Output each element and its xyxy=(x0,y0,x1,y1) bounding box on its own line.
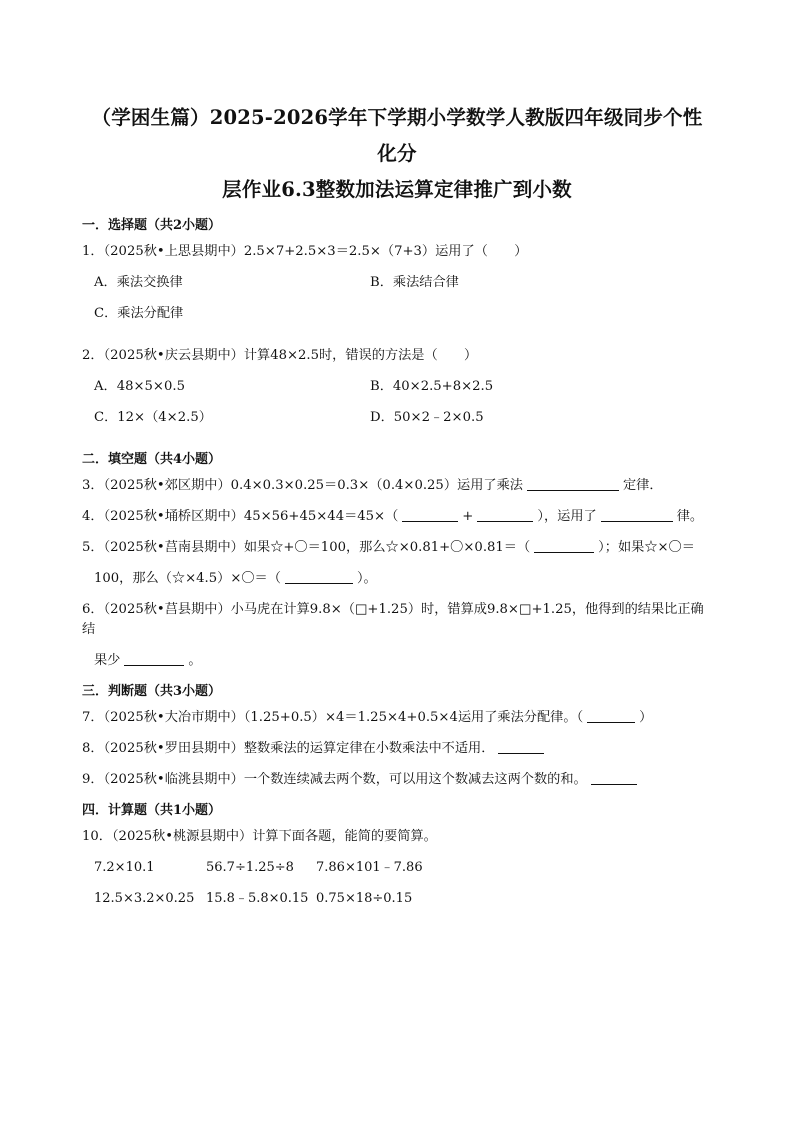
option-b: B．乘法结合律 xyxy=(370,275,459,290)
option-c: C．乘法分配律 xyxy=(94,306,184,321)
title-line-2: 层作业6.3整数加法运算定律推广到小数 xyxy=(222,178,572,201)
calc-problem: 15.8﹣5.8×0.15 xyxy=(206,891,309,906)
question-9-text: 9．（2025秋•临洮县期中）一个数连续减去两个数，可以用这个数减去这两个数的和。 xyxy=(82,772,587,787)
answer-blank[interactable] xyxy=(124,651,184,666)
calc-problem: 7.86×101﹣7.86 xyxy=(316,860,423,875)
question-7-text: 7．（2025秋•大冶市期中）（1.25+0.5）×4＝1.25×4+0.5×4运用了乘法分配律。（ xyxy=(82,710,584,725)
question-9 xyxy=(82,770,712,790)
question-4-text: 4．（2025秋•埇桥区期中）45×56+45×44＝45×（ xyxy=(82,509,399,524)
section-heading-choice: 一．选择题（共2小题） xyxy=(82,218,222,233)
answer-blank[interactable] xyxy=(402,507,458,522)
option-c: C．12×（4×2.5） xyxy=(94,410,212,425)
answer-blank[interactable] xyxy=(498,739,544,754)
worksheet-title xyxy=(82,0,712,208)
answer-blank[interactable] xyxy=(587,708,635,723)
answer-blank[interactable] xyxy=(477,507,533,522)
question-4-text-mid: ），运用了 xyxy=(537,509,597,524)
question-6-text: 6．（2025秋•莒县期中）小马虎在计算9.8×（□+1.25）时，错算成9.8×□+1.25，他得到的结果比正确结 xyxy=(82,602,704,637)
section-heading-fill: 二．填空题（共4小题） xyxy=(82,452,222,467)
calc-row-1 xyxy=(94,858,712,878)
question-7 xyxy=(82,708,712,728)
option-b: B．40×2.5+8×2.5 xyxy=(370,379,494,394)
question-5-text-end: ）。 xyxy=(356,571,377,586)
question-5-text: 5．（2025秋•莒南县期中）如果☆+〇＝100，那么☆×0.81+〇×0.81＝（ xyxy=(82,540,531,555)
question-1: 1．（2025秋•上思县期中）2.5×7+2.5×3＝2.5×（7+3）运用了（ ） xyxy=(82,244,528,259)
calc-problem: 7.2×10.1 xyxy=(94,860,155,875)
answer-blank[interactable] xyxy=(534,538,594,553)
question-5-text-2: 100，那么（☆×4.5）×〇＝（ xyxy=(94,571,281,586)
answer-blank[interactable] xyxy=(601,507,673,522)
question-6-text-end: 。 xyxy=(188,653,202,668)
question-4-text-end: 律。 xyxy=(676,509,704,524)
question-1-options xyxy=(82,273,712,335)
calc-problem: 12.5×3.2×0.25 xyxy=(94,891,195,906)
calc-problem: 0.75×18÷0.15 xyxy=(316,891,413,906)
option-a: A．48×5×0.5 xyxy=(94,379,185,394)
question-3-text-end: 定律． xyxy=(622,478,663,493)
question-5-text-mid: ）；如果☆×〇＝ xyxy=(598,540,695,555)
question-5-line-2 xyxy=(82,569,712,589)
question-10: 10．（2025秋•桃源县期中）计算下面各题，能简的要简算。 xyxy=(82,829,437,844)
section-heading-calc: 四．计算题（共1小题） xyxy=(82,803,222,818)
question-6 xyxy=(82,600,712,671)
question-3-text: 3．（2025秋•郊区期中）0.4×0.3×0.25＝0.3×（0.4×0.25）运用了乘法 xyxy=(82,478,523,493)
question-6-text-2: 果少 xyxy=(94,653,121,668)
calc-problems xyxy=(82,858,712,909)
calc-row-2 xyxy=(94,889,712,909)
answer-blank[interactable] xyxy=(591,770,637,785)
question-2: 2．（2025秋•庆云县期中）计算48×2.5时，错误的方法是（ ） xyxy=(82,348,478,363)
option-a: A．乘法交换律 xyxy=(94,275,183,290)
option-d: D．50×2﹣2×0.5 xyxy=(370,410,484,425)
question-5 xyxy=(82,538,712,589)
plus-sign: + xyxy=(462,509,474,524)
answer-blank[interactable] xyxy=(527,476,619,491)
answer-blank[interactable] xyxy=(285,569,353,584)
question-8 xyxy=(82,739,712,759)
question-6-line-2 xyxy=(82,651,712,671)
calc-problem: 56.7÷1.25÷8 xyxy=(206,860,294,875)
question-8-text: 8．（2025秋•罗田县期中）整数乘法的运算定律在小数乘法中不适用． xyxy=(82,741,495,756)
question-4 xyxy=(82,507,712,527)
question-2-options xyxy=(82,377,712,439)
question-7-text-end: ） xyxy=(639,710,653,725)
section-heading-judge: 三．判断题（共3小题） xyxy=(82,684,222,699)
question-3 xyxy=(82,476,712,496)
title-line-1: （学困生篇）2025-2026学年下学期小学数学人教版四年级同步个性化分 xyxy=(91,106,703,165)
